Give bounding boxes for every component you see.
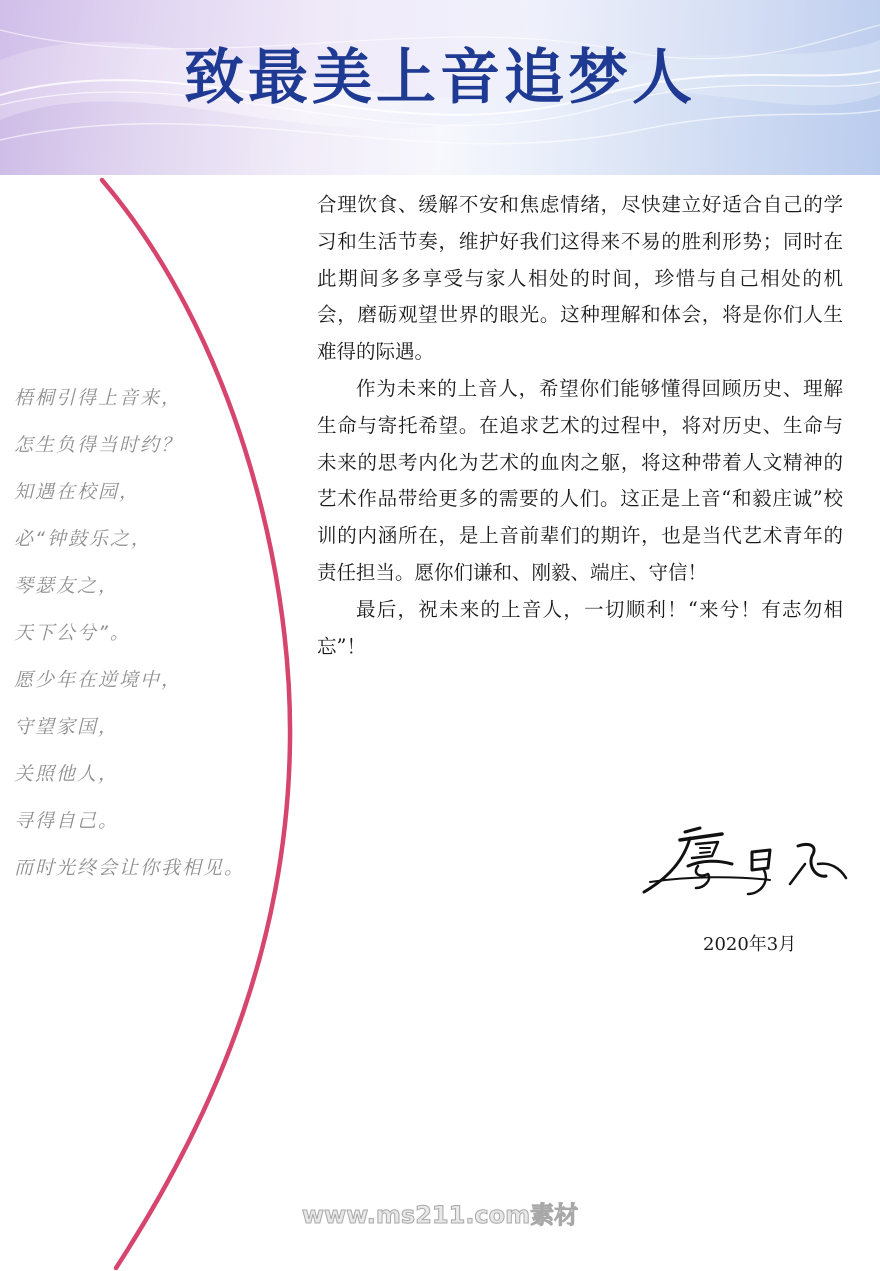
poem — [14, 383, 245, 900]
poem-line: 必“钟鼓乐之， — [14, 528, 152, 550]
poem-line: 寻得自己。 — [14, 810, 120, 832]
poem-line: 琴瑟友之， — [14, 575, 120, 597]
handwritten-signature — [640, 822, 855, 902]
poem-line: 而时光终会让你我相见。 — [14, 857, 246, 879]
poem-line: 知遇在校园， — [14, 481, 141, 503]
watermark: www.ms211.com素材 — [301, 1201, 579, 1229]
poem-line: 关照他人， — [14, 763, 120, 785]
poem-line: 梧桐引得上音来， — [14, 387, 183, 409]
page-title: 致最美上音追梦人 — [184, 43, 696, 113]
letter-body — [317, 187, 843, 665]
poem-line: 守望家国， — [14, 716, 120, 738]
letter-paragraph: 最后，祝未来的上音人，一切顺利！“来兮！有志勿相忘”！ — [317, 597, 843, 658]
letter-date: 2020年3月 — [703, 934, 797, 955]
poem-line: 怎生负得当时约？ — [14, 434, 183, 456]
letter-paragraph: 作为未来的上音人，希望你们能够懂得回顾历史、理解生命与寄托希望。在追求艺术的过程中，将对历史、生命与未来的思考内化为艺术的血肉之躯，将这种带着人文精神的艺术作品带给更多的需要的人们。这正是上音“和毅庄诚”校训的内涵所在，是上音前辈们的期许，也是当代艺术青年的责任担当。愿你们谦和、刚毅、端庄、守信！ — [317, 376, 843, 584]
poem-line: 天下公兮”。 — [14, 622, 131, 644]
letter-paragraph: 合理饮食、缓解不安和焦虑情绪，尽快建立好适合自己的学习和生活节奏，维护好我们这得来不易的胜利形势；同时在此期间多多享受与家人相处的时间，珍惜与自己相处的机会，磨砺观望世界的眼光。这种理解和体会，将是你们人生难得的际遇。 — [317, 193, 843, 364]
poem-line: 愿少年在逆境中， — [14, 669, 183, 691]
